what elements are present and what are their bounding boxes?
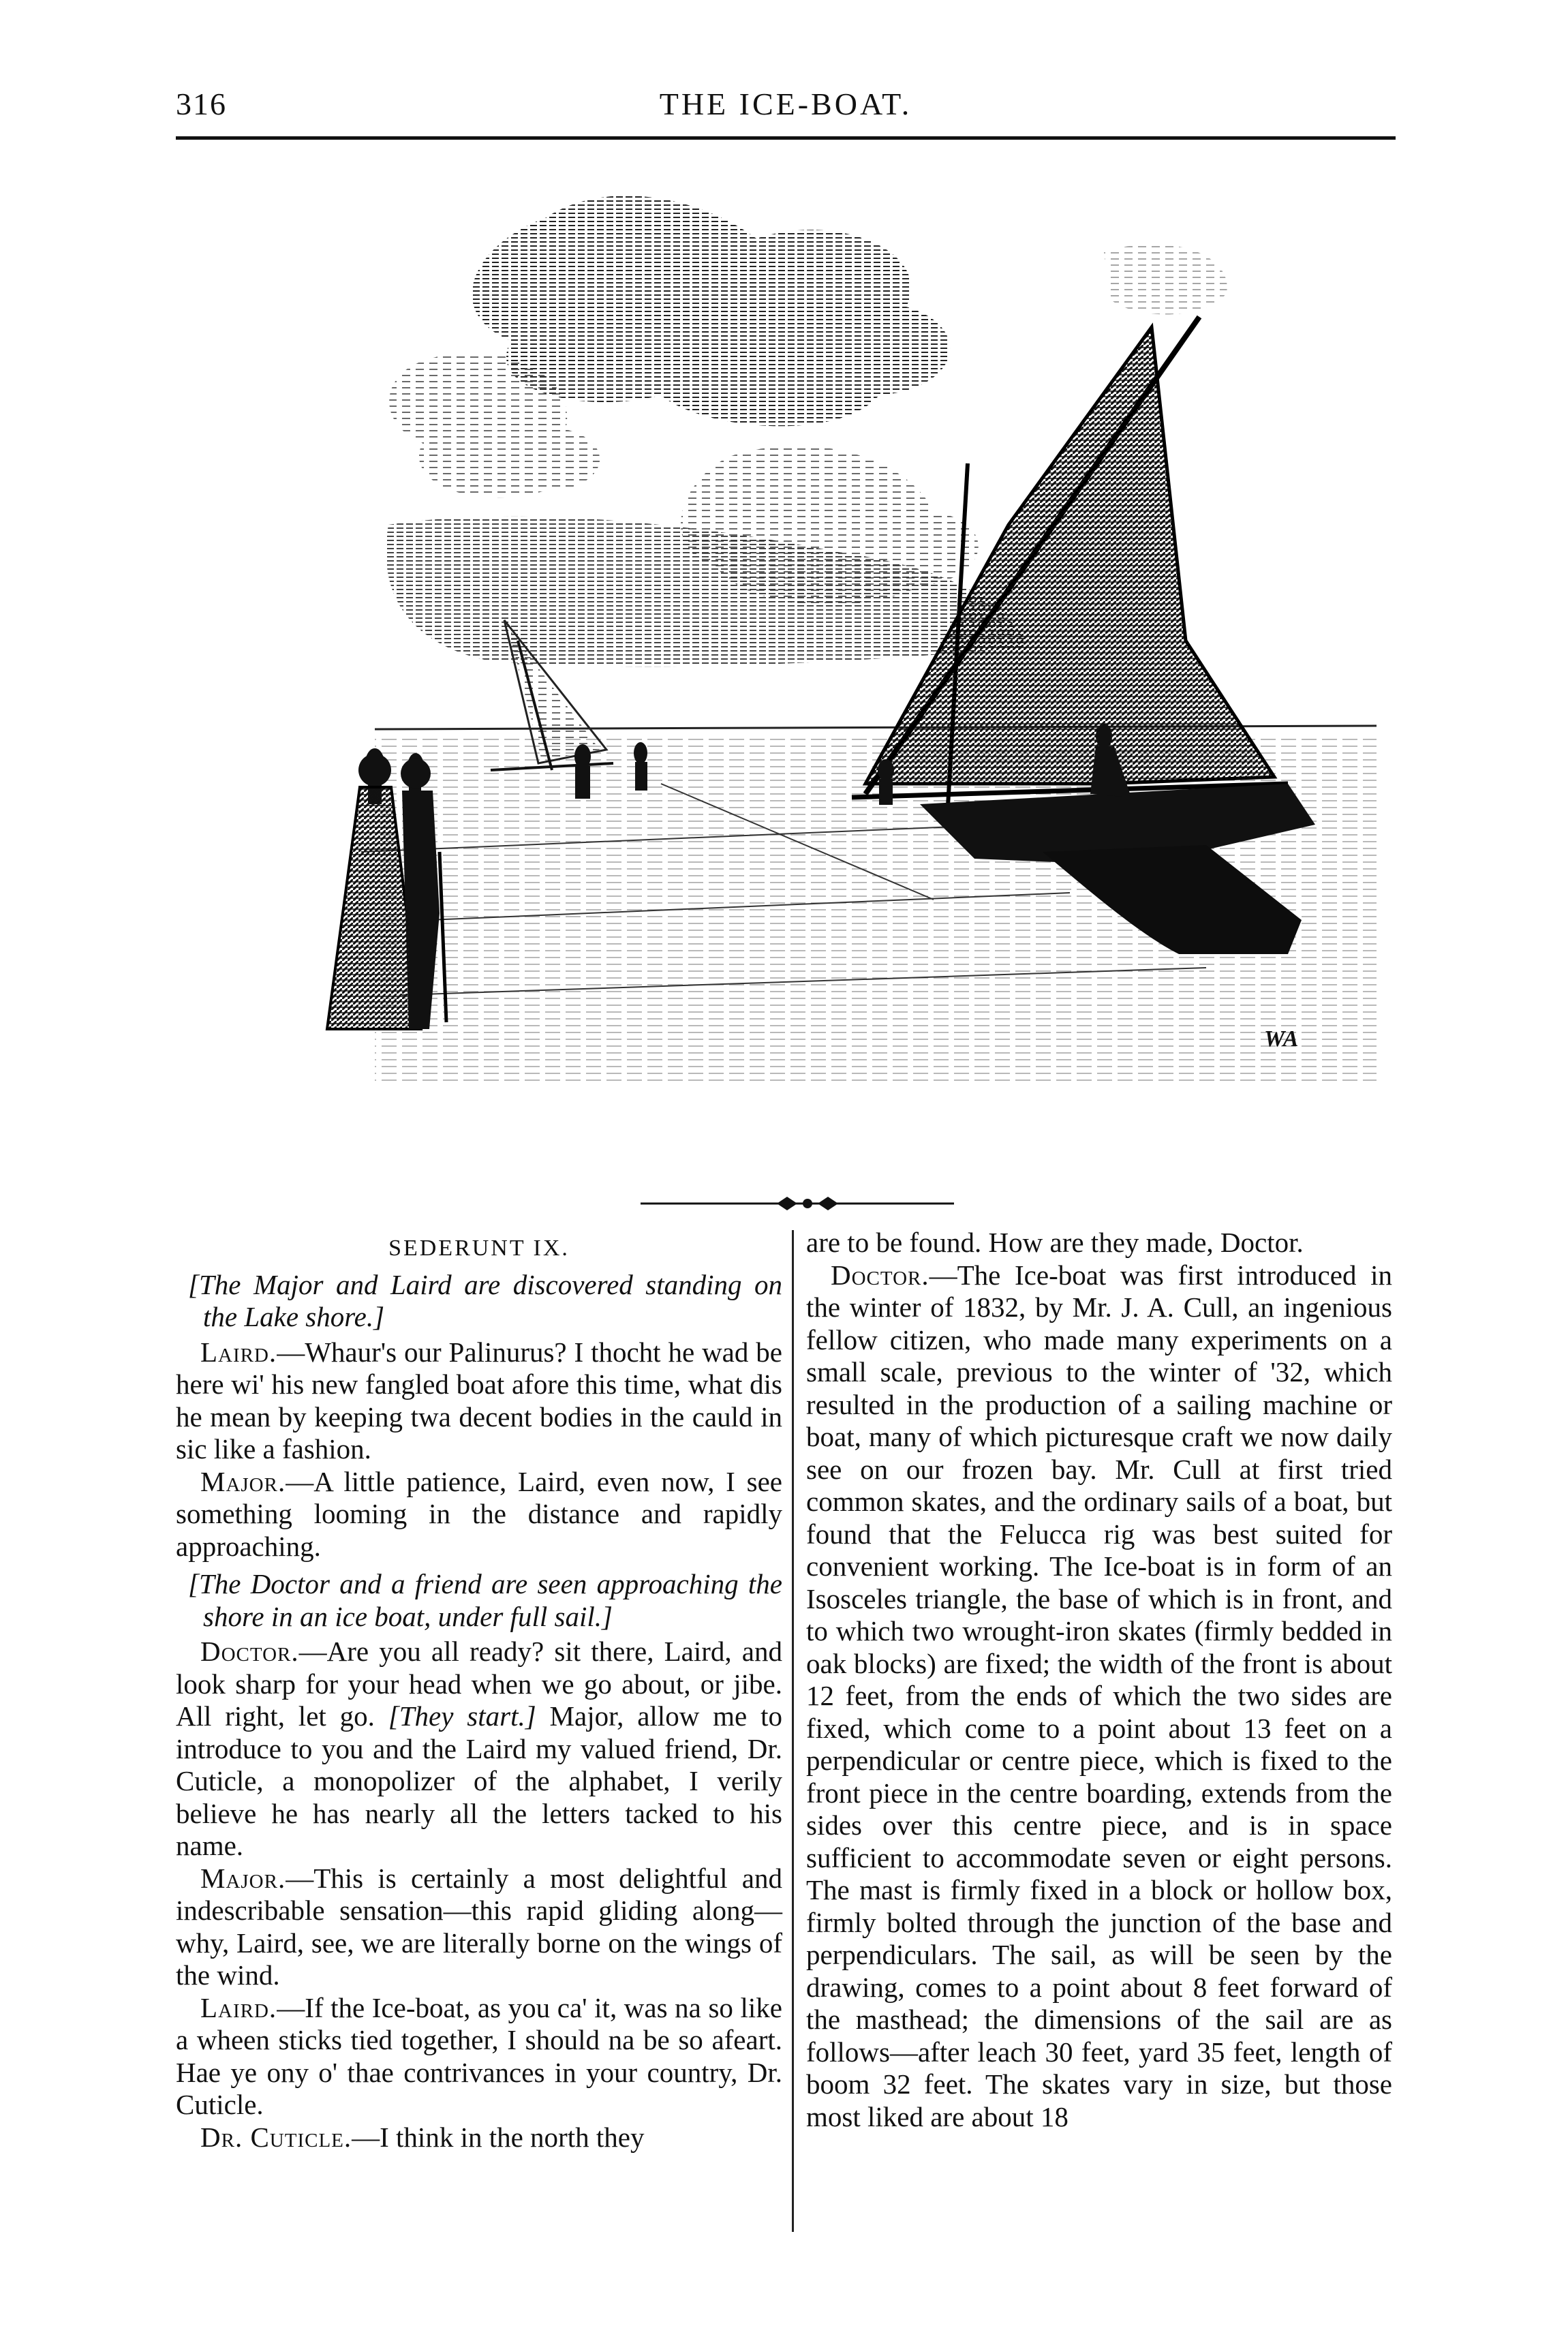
artist-monogram: WA	[1264, 1026, 1299, 1052]
dialogue-text: —I think in the north they	[352, 2121, 645, 2153]
ornament-svg	[641, 1190, 954, 1217]
speaker-name: Laird.	[200, 1336, 277, 1368]
dialogue-text: —If the Ice-boat, as you ca' it, was na so like a wheen sticks tied together, I should na be so afeart. Hae ye ony o' thae contrivances in your country, Dr. Cuticle.	[176, 1991, 782, 2120]
page-number: 316	[176, 87, 227, 121]
right-column	[806, 1227, 1392, 2133]
dialogue-text: —Are you all ready? sit there, Laird, and look sharp for your head when we go about, or jibe. All right, let go.	[176, 1636, 782, 1732]
running-title: THE ICE-BOAT.	[659, 87, 912, 121]
header-rule	[176, 136, 1396, 140]
foreground-couple	[327, 754, 446, 1029]
dialogue-paragraph	[176, 2122, 782, 2154]
dialogue-paragraph	[176, 1636, 782, 1863]
dialogue-text: Major, allow me to introduce to you and the Laird my valued friend, Dr. Cuticle, a monopolizer of the alphabet, I verily believe he has nearly all the letters tacked to his name.	[176, 1700, 783, 1861]
stage-direction: [The Doctor and a friend are seen approaching the shore in an ice boat, under full sail.]	[188, 1568, 782, 1632]
speaker-name: Doctor.	[200, 1636, 299, 1667]
dialogue-text: —This is certainly a most delightful and indescribable sensation—this rapid gliding along—why, Laird, see, we are literally borne on the wings of the wind.	[176, 1862, 782, 1991]
engraving-svg	[320, 170, 1404, 1179]
dialogue-paragraph	[176, 1992, 782, 2122]
page-header	[176, 80, 1396, 135]
dialogue-text: —Whaur's our Palinurus? I thocht he wad be here wi' his new fangled boat afore this time, what dis he mean by keeping twa decent bodies in the cauld in sic like a fashion.	[176, 1336, 782, 1465]
speaker-name: Doctor.	[831, 1259, 929, 1291]
dialogue-paragraph	[176, 1863, 782, 1992]
dialogue-text: —A little patience, Laird, even now, I see something looming in the distance and rapidly approaching.	[176, 1465, 782, 1562]
dialogue-paragraph	[806, 1259, 1392, 2134]
dialogue-paragraph	[176, 1466, 782, 1563]
left-column	[176, 1227, 782, 2154]
divider-ornament	[641, 1190, 954, 1217]
stage-direction: [The Major and Laird are discovered standing on the Lake shore.]	[188, 1268, 782, 1332]
section-heading: SEDERUNT IX.	[388, 1236, 570, 1261]
dialogue-text: —The Ice-boat was first introduced in the winter of 1832, by Mr. J. A. Cull, an ingenious fellow citizen, who made many experiments on a small scale, previous to the winter of '32, which resulted in the production of a sailing machine or boat, many of which picturesque craft we now daily see on our frozen bay. Mr. Cull at first tried common skates, and the ordinary sails of a boat, but found that the Felucca rig was best suited for convenient working. The Ice-boat is in form of an Isosceles triangle, the base of which is in front, and to which two wrought-iron skates (firmly bedded in oak blocks) are fixed; the width of the front is about 12 feet, from the ends of which the two sides are fixed, which come to a point about 13 feet on a perpendicular or centre piece, which is fixed to the front piece in the centre boarding, extends from the sides over this centre piece, and is in space sufficient to accommodate seven or eight persons. The mast is firmly fixed in a block or hollow box, firmly bolted through the junction of the base and perpendiculars. The sail, as will be seen by the drawing, comes to a point about 8 feet forward of the masthead; the dimensions of the sail are as follows—after leach 30 feet, yard 35 feet, length of boom 32 feet. The skates vary in size, but those most liked are about 18	[806, 1259, 1392, 2132]
speaker-name: Major.	[200, 1465, 286, 1497]
inline-stage-direction: [They start.]	[388, 1700, 536, 1732]
ice-boat-engraving	[320, 170, 1404, 1179]
dialogue-continuation: are to be found. How are they made, Doctor.	[806, 1227, 1304, 1258]
column-divider	[792, 1230, 794, 2232]
speaker-name: Major.	[200, 1862, 286, 1894]
speaker-name: Laird.	[200, 1991, 277, 2023]
speaker-name: Dr. Cuticle.	[200, 2121, 352, 2153]
dialogue-paragraph	[176, 1336, 782, 1466]
